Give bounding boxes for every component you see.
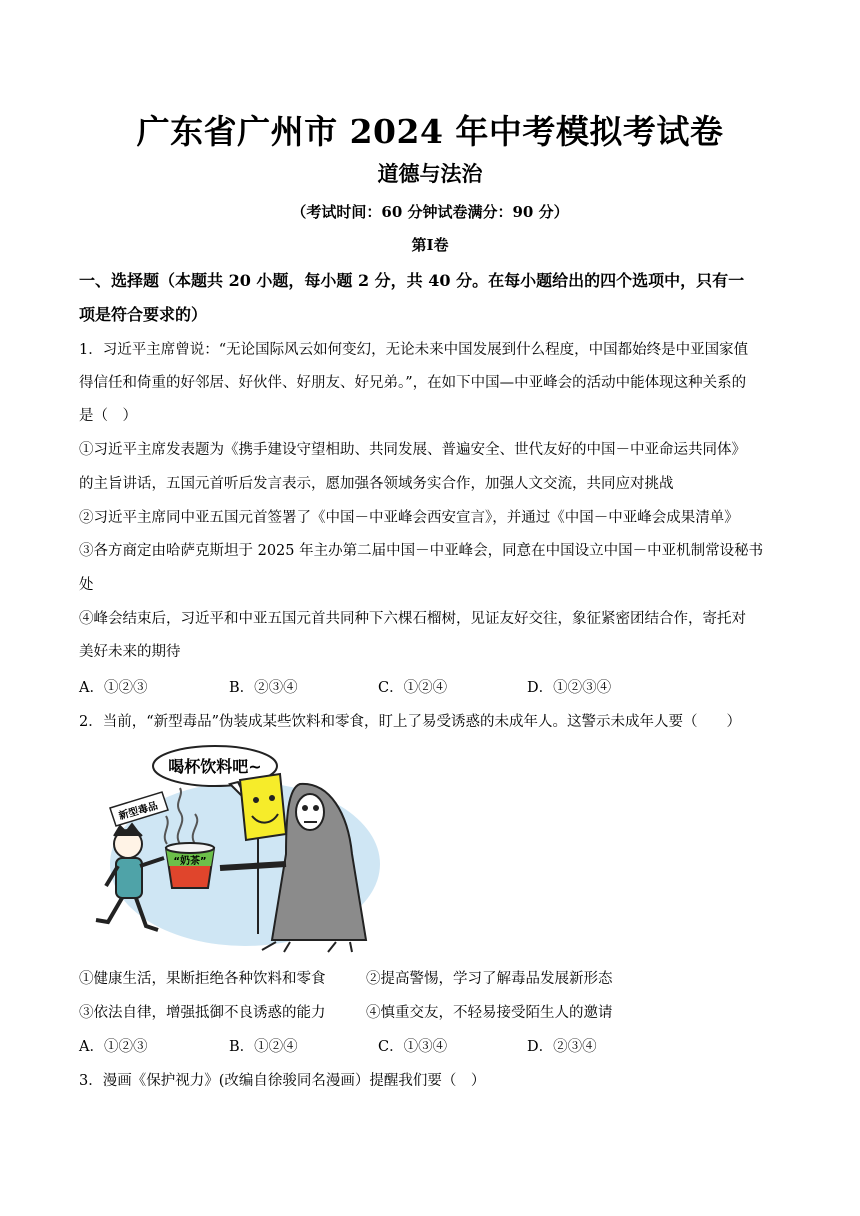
q2-option-b: B．①②④ bbox=[229, 1039, 298, 1055]
exam-info: （考试时间：60 分钟试卷满分：90 分） bbox=[291, 203, 569, 221]
tag-text: 新型毒品 bbox=[117, 800, 160, 823]
cup-text: “奶茶” bbox=[173, 856, 207, 867]
q1-item4-line1: ④峰会结束后，习近平和中亚五国元首共同种下六棵石榴树，见证友好交往，象征紧密团结合作，寄托对 bbox=[79, 611, 746, 627]
q1-item1-line1: ①习近平主席发表题为《携手建设守望相助、共同发展、普遍安全、世代友好的中国－中亚命运共同体》 bbox=[79, 442, 746, 458]
q2-option-a: A．①②③ bbox=[79, 1039, 148, 1055]
section-heading-line2: 项是符合要求的） bbox=[79, 305, 208, 324]
page-title: 广东省广州市 2024 年中考模拟考试卷 bbox=[136, 112, 724, 151]
q1-item3-line2: 处 bbox=[79, 577, 94, 593]
section-heading-line1: 一、选择题（本题共 20 小题，每小题 2 分，共 40 分。在每小题给出的四个选项中，只有一 bbox=[79, 271, 745, 290]
q1-stem-line1: 1．习近平主席曾说：“无论国际风云如何变幻，无论未来中国发展到什么程度，中国都始终是中亚国家值 bbox=[79, 342, 749, 358]
q1-option-c: C．①②④ bbox=[378, 680, 448, 696]
bubble-text: 喝杯饮料吧~ bbox=[168, 757, 262, 776]
q2-item2: ②提高警惕，学习了解毒品发展新形态 bbox=[366, 971, 613, 987]
q1-stem-line2: 得信任和倚重的好邻居、好伙伴、好朋友、好兄弟。”，在如下中国—中亚峰会的活动中能体现这种关系的 bbox=[79, 375, 747, 391]
q1-option-a: A．①②③ bbox=[79, 680, 148, 696]
q2-stem: 2．当前，“新型毒品”伪装成某些饮料和零食，盯上了易受诱惑的未成年人。这警示未成年人要（ ） bbox=[79, 714, 742, 730]
smiley-mask bbox=[240, 774, 286, 840]
q2-option-d: D．②③④ bbox=[527, 1039, 597, 1055]
cartoon-illustration bbox=[80, 744, 380, 954]
q1-item4-line2: 美好未来的期待 bbox=[79, 644, 181, 660]
q2-item4: ④慎重交友，不轻易接受陌生人的邀请 bbox=[366, 1005, 613, 1021]
q2-option-c: C．①③④ bbox=[378, 1039, 448, 1055]
q1-stem-line3: 是（ ） bbox=[79, 408, 137, 424]
q1-item1-line2: 的主旨讲话，五国元首听后发言表示，愿加强各领域务实合作，加强人文交流，共同应对挑战 bbox=[79, 476, 674, 492]
q2-item1: ①健康生活，果断拒绝各种饮料和零食 bbox=[79, 971, 326, 987]
q1-option-d: D．①②③④ bbox=[527, 680, 612, 696]
q2-item3: ③依法自律，增强抵御不良诱惑的能力 bbox=[79, 1005, 326, 1021]
q1-item3-line1: ③各方商定由哈萨克斯坦于 2025 年主办第二届中国－中亚峰会，同意在中国设立中国－中亚机制常设秘书 bbox=[79, 543, 764, 559]
subject-title: 道德与法治 bbox=[377, 161, 483, 186]
q3-stem: 3．漫画《保护视力》(改编自徐骏同名漫画）提醒我们要（ ） bbox=[79, 1073, 486, 1089]
volume-label: 第Ⅰ卷 bbox=[411, 236, 449, 254]
q1-item2: ②习近平主席同中亚五国元首签署了《中国－中亚峰会西安宣言》，并通过《中国－中亚峰会成果清单》 bbox=[79, 510, 739, 526]
q1-option-b: B．②③④ bbox=[229, 680, 298, 696]
milk-tea-cup bbox=[166, 843, 214, 888]
